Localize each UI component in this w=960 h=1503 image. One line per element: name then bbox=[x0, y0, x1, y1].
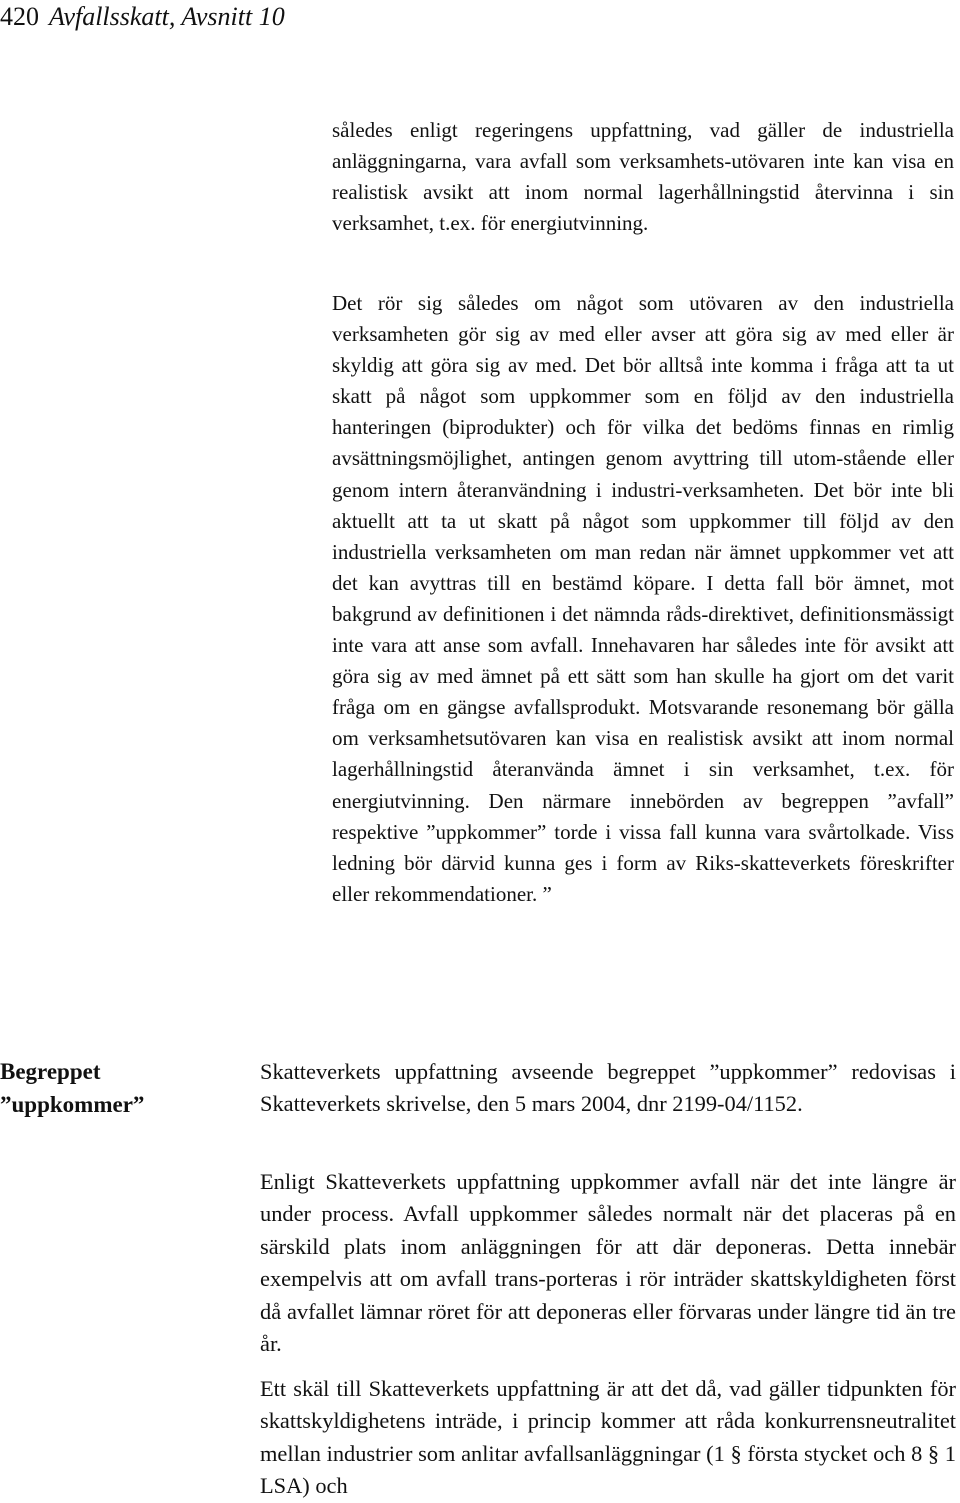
page-number: 420 bbox=[0, 2, 39, 31]
margin-heading-line: ”uppkommer” bbox=[0, 1092, 145, 1117]
margin-heading bbox=[0, 1055, 240, 1121]
body-paragraph: Skatteverkets uppfattning avseende begreppet ”uppkommer” redovisas i Skatteverkets skrivelse, den 5 mars 2004, dnr 2199-04/1152. bbox=[260, 1059, 956, 1117]
quote-paragraph: Det rör sig således om något som utövaren av den industriella verksamheten gör sig av med eller avser att göra sig av med eller är skyldig att göra sig av med. Det bör alltså inte komma i fråga att ta ut skatt på något som uppkommer som en följd av den industriella hanteringen (biprodukter) och för vilka det bedöms finnas en rimlig avsättningsmöjlighet, antingen genom avyttring till utom-stående eller genom intern återanvändning i industri-verksamheten. Det bör inte bli aktuellt att ta ut skatt på något som uppkommer till följd av den industriella verksamheten om man redan när ämnet uppkommer vet att det kan avyttras till en bestämd köpare. I detta fall bör ämnet, mot bakgrund av definitionen i det nämnda råds-direktivet, definitionsmässigt inte vara att anse som avfall. Innehavaren har således inte för avsikt att göra sig av med ämnet på ett sätt som han skulle ha gjort om det varit fråga om en gängse avfallsprodukt. Motsvarande resonemang bör gälla om verksamhetsutövaren kan visa en realistisk avsikt att inom normal lagerhållningstid återanvända ämnet i sin verksamhet, t.ex. för energiutvinning. Den närmare innebörden av begreppen ”avfall” respektive ”uppkommer” torde i vissa fall kunna vara svårtolkade. Viss ledning bör därvid kunna ges i form av Riks-skatteverkets föreskrifter eller rekommendationer. ” bbox=[332, 291, 954, 906]
running-head bbox=[0, 0, 400, 34]
quote-block bbox=[332, 115, 954, 239]
margin-heading-line: Begreppet bbox=[0, 1059, 101, 1084]
body-paragraph: Enligt Skatteverkets uppfattning uppkommer avfall när det inte längre är under process. Avfall uppkommer således normalt när det placeras på en särskild plats inom anläggningen för att där deponeras. Detta innebär exempelvis att om avfall trans-porteras i rör inträder skattskyldigheten först då avfallet lämnar röret för att deponeras eller förvaras under längre tid än tre år. bbox=[260, 1169, 956, 1357]
body-paragraph: Ett skäl till Skatteverkets uppfattning är att det då, vad gäller tidpunkten för skattskyldighetens inträde, i princip kommer att råda konkurrensneutralitet mellan industrier som anlitar avfallsanläggningar (1 § första stycket och 8 § 1 LSA) och bbox=[260, 1376, 956, 1499]
running-head-title: Avfallsskatt, Avsnitt 10 bbox=[49, 2, 285, 31]
quote-paragraph: således enligt regeringens uppfattning, vad gäller de industriella anläggningarna, vara avfall som verksamhets-utövaren inte kan visa en realistisk avsikt att inom normal lagerhållningstid återvinna i sin verksamhet, t.ex. för energiutvinning. bbox=[332, 118, 954, 236]
quote-block bbox=[332, 288, 954, 910]
